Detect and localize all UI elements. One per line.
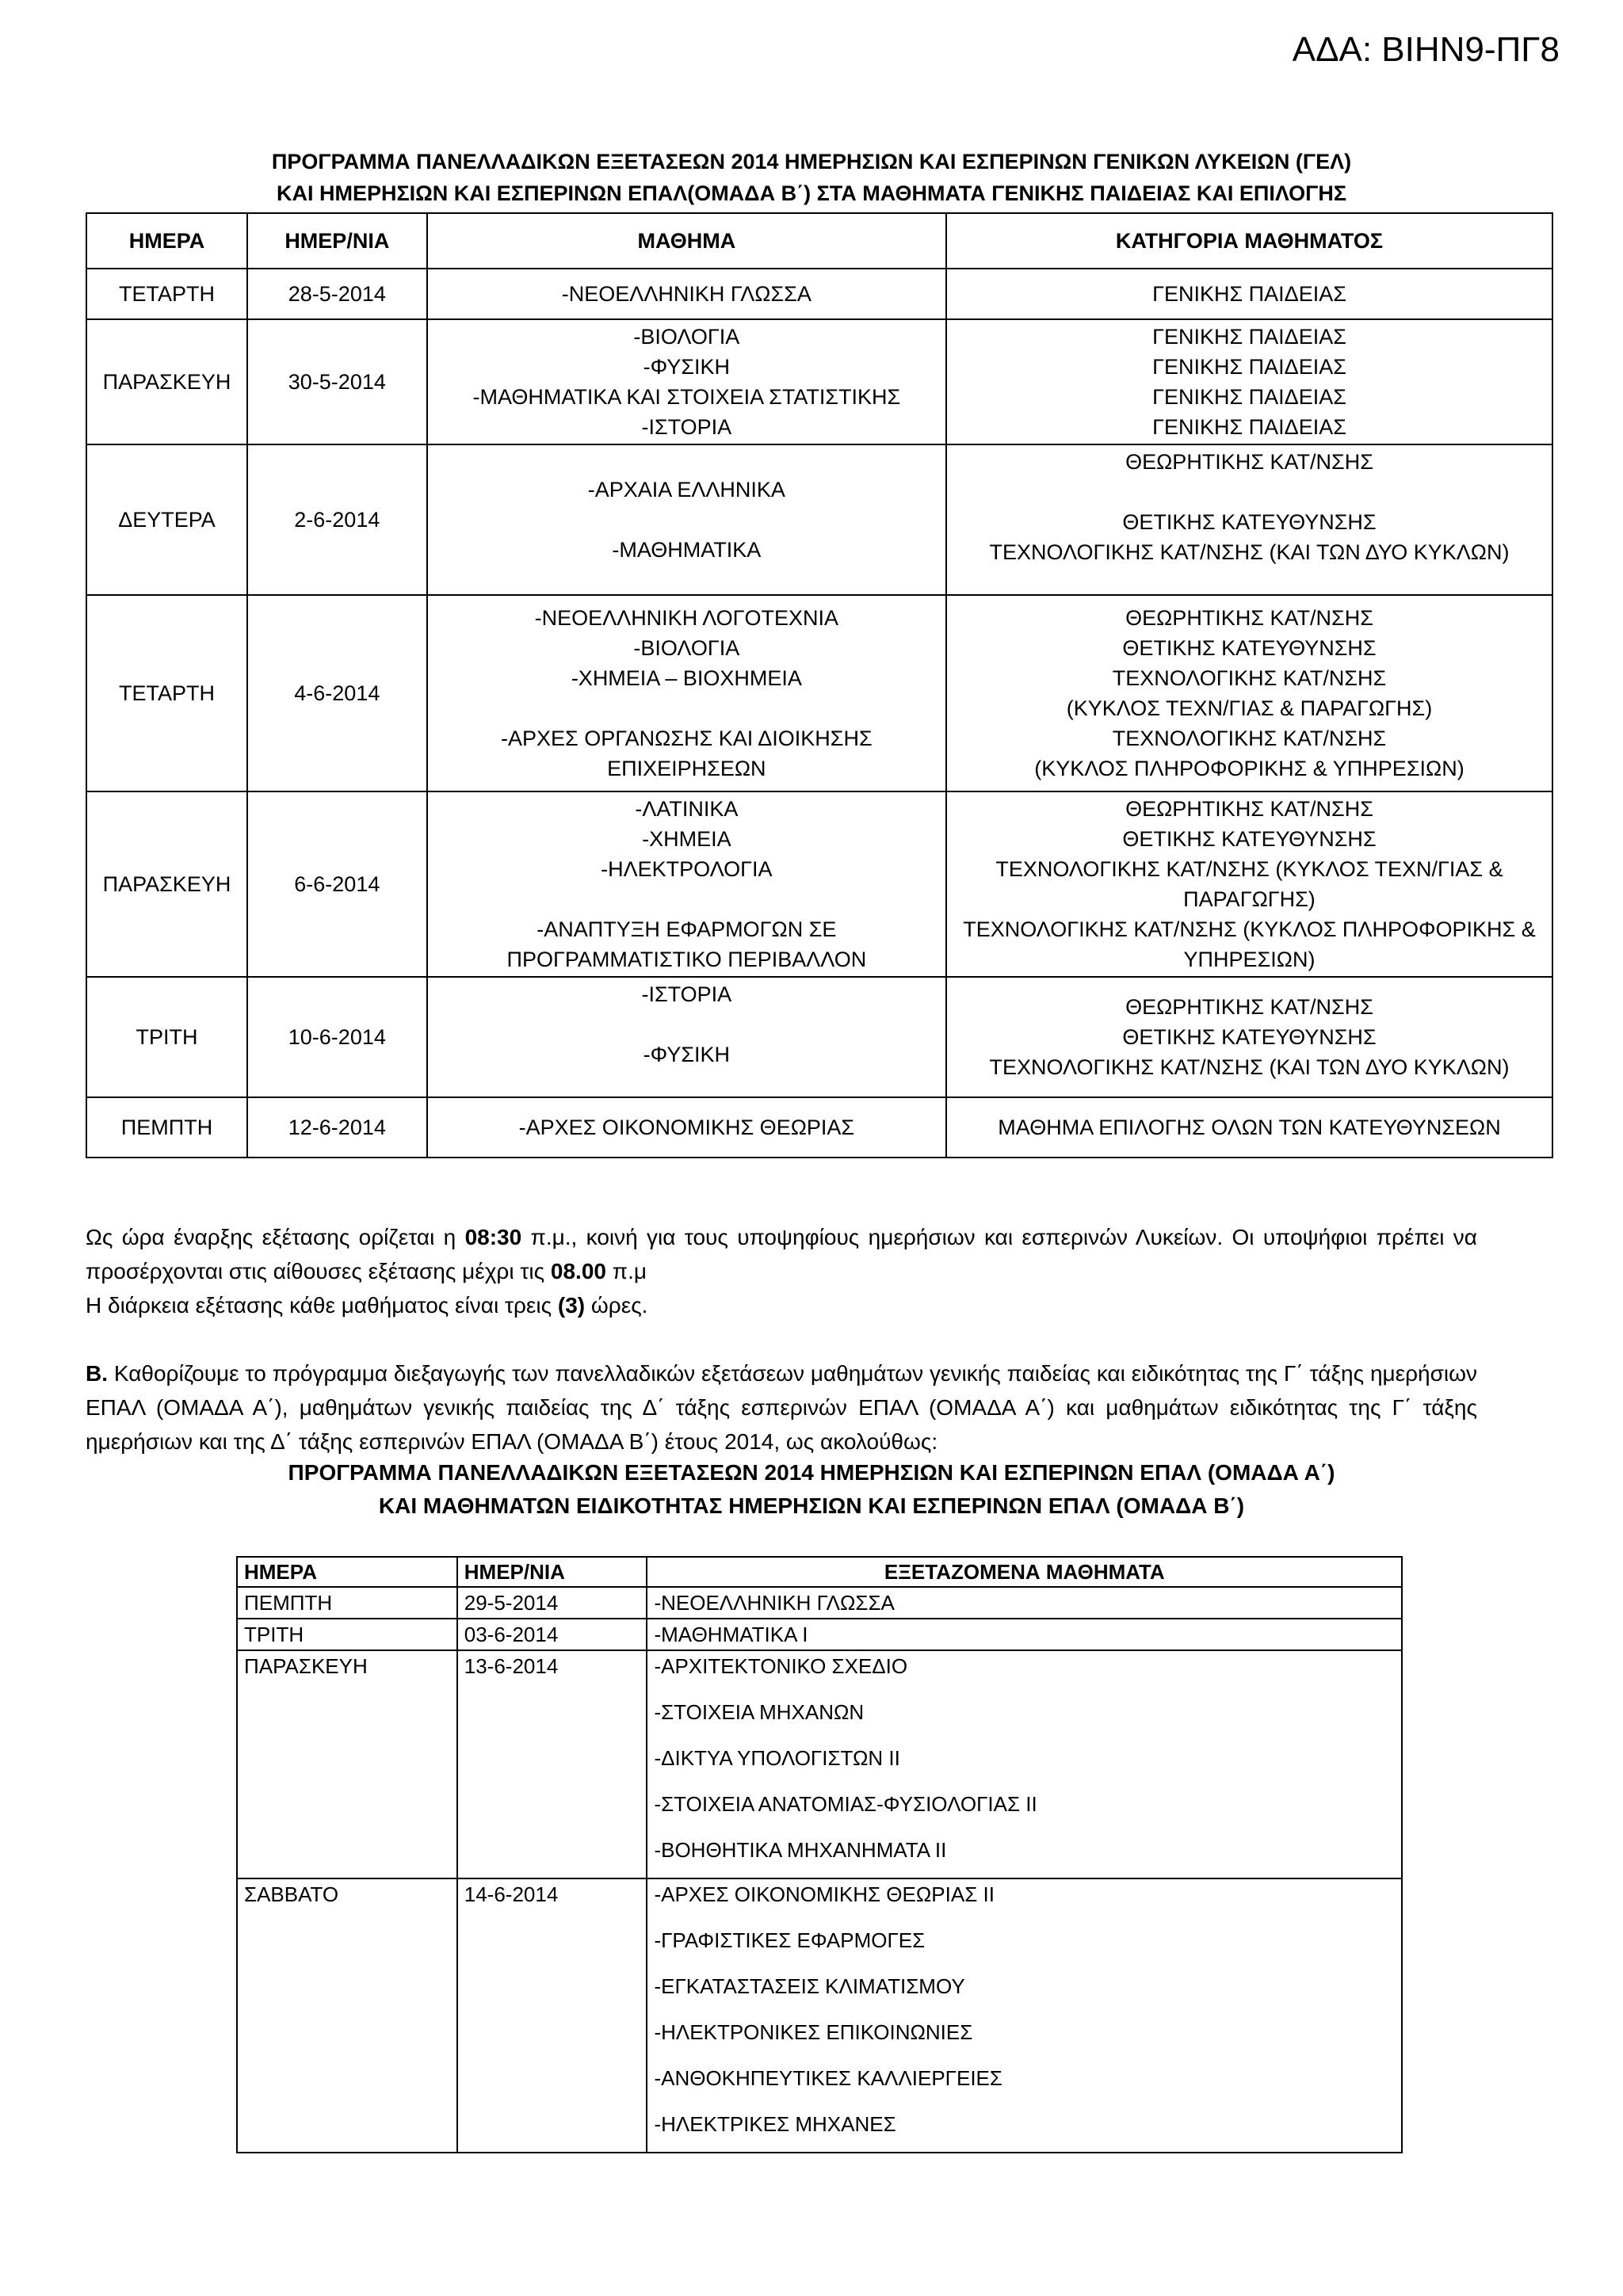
- category-line: ΘΕΤΙΚΗΣ ΚΑΤΕΥΘΥΝΣΗΣ: [1122, 636, 1377, 660]
- table-row: [237, 1619, 1402, 1650]
- subject-cell: [427, 1097, 946, 1158]
- table-row: [86, 319, 1552, 444]
- date-cell: 28-5-2014: [247, 269, 427, 319]
- subject-cell: [427, 319, 946, 444]
- subject-cell: [647, 1587, 1402, 1619]
- category-line: ΤΕΧΝΟΛΟΓΙΚΗΣ ΚΑΤ/ΝΣΗΣ (ΚΥΚΛΟΣ ΤΕΧΝ/ΓΙΑΣ & ΠΑΡΑΓΩΓΗΣ): [995, 857, 1503, 911]
- exam-time-text: Ως ώρα έναρξης εξέτασης ορίζεται η: [86, 1225, 465, 1249]
- day-cell: ΤΡΙΤΗ: [86, 977, 247, 1097]
- category-line: ΓΕΝΙΚΗΣ ΠΑΙΔΕΙΑΣ: [1152, 282, 1346, 306]
- subject-cell: [427, 269, 946, 319]
- category-line: ΤΕΧΝΟΛΟΓΙΚΗΣ ΚΑΤ/ΝΣΗΣ: [1112, 727, 1387, 750]
- category-line: ΘΕΤΙΚΗΣ ΚΑΤΕΥΘΥΝΣΗΣ: [1122, 510, 1377, 534]
- category-spacer: [955, 477, 1544, 507]
- day-cell: ΠΕΜΠΤΗ: [237, 1587, 457, 1619]
- date-cell: 12-6-2014: [247, 1097, 427, 1158]
- subject-line: -ΦΥΣΙΚΗ: [643, 1043, 731, 1066]
- category-line: ΜΑΘΗΜΑ ΕΠΙΛΟΓΗΣ ΟΛΩΝ ΤΩΝ ΚΑΤΕΥΘΥΝΣΕΩΝ: [998, 1116, 1501, 1139]
- table-row: [237, 1587, 1402, 1619]
- subject-spacer: [436, 884, 938, 914]
- subject-line: -ΒΙΟΛΟΓΙΑ: [633, 325, 740, 349]
- day-cell: ΠΑΡΑΣΚΕΥΗ: [86, 319, 247, 444]
- category-line: ΓΕΝΙΚΗΣ ΠΑΙΔΕΙΑΣ: [1152, 325, 1346, 349]
- subject-line: -ΗΛΕΚΤΡΟΝΙΚΕΣ ΕΠΙΚΟΙΝΩΝΙΕΣ: [654, 2020, 973, 2044]
- subject-line: -ΑΡΧΕΣ ΟΡΓΑΝΩΣΗΣ ΚΑΙ ΔΙΟΙΚΗΣΗΣ ΕΠΙΧΕΙΡΗΣΕΩΝ: [501, 727, 873, 780]
- table-row: [86, 1097, 1552, 1158]
- category-cell: [946, 1097, 1552, 1158]
- schedule-title-1: [0, 146, 1623, 209]
- table-row: [86, 977, 1552, 1097]
- subject-line: -ΔΙΚΤΥΑ ΥΠΟΛΟΓΙΣΤΩΝ ΙΙ: [654, 1746, 900, 1770]
- category-line: ΘΕΤΙΚΗΣ ΚΑΤΕΥΘΥΝΣΗΣ: [1122, 1025, 1377, 1049]
- table-row: [86, 791, 1552, 977]
- subject-cell: [427, 791, 946, 977]
- category-cell: [946, 319, 1552, 444]
- start-time: 08:30: [464, 1225, 522, 1249]
- subject-spacer: [436, 1009, 938, 1039]
- subject-line: -ΣΤΟΙΧΕΙΑ ΜΗΧΑΝΩΝ: [654, 1700, 865, 1724]
- table-row: [86, 444, 1552, 595]
- table-row: [86, 269, 1552, 319]
- table-row: [86, 595, 1552, 791]
- category-line: ΘΕΩΡΗΤΙΚΗΣ ΚΑΤ/ΝΣΗΣ: [1125, 797, 1373, 821]
- day-cell: ΠΑΡΑΣΚΕΥΗ: [237, 1650, 457, 1878]
- exam-time-text: π.μ., κοινή για τους υποψηφίους ημερήσιων και εσπερινών Λυκείων. Οι υποψήφιοι πρέπει να προσέρχονται στις αίθουσες εξέτασης μέχρι τις: [86, 1225, 1477, 1283]
- date-cell: 2-6-2014: [247, 444, 427, 595]
- table-row: [237, 1878, 1402, 2153]
- subject-line: -ΑΡΧΕΣ ΟΙΚΟΝΟΜΙΚΗΣ ΘΕΩΡΙΑΣ: [518, 1116, 855, 1139]
- category-line: ΓΕΝΙΚΗΣ ΠΑΙΔΕΙΑΣ: [1152, 415, 1346, 439]
- subject-line: -ΗΛΕΚΤΡΙΚΕΣ ΜΗΧΑΝΕΣ: [654, 2112, 896, 2136]
- section-b-label: Β.: [86, 1361, 108, 1386]
- category-line: ΓΕΝΙΚΗΣ ΠΑΙΔΕΙΑΣ: [1152, 385, 1346, 409]
- date-cell: 10-6-2014: [247, 977, 427, 1097]
- day-cell: ΠΑΡΑΣΚΕΥΗ: [86, 791, 247, 977]
- category-line: ΤΕΧΝΟΛΟΓΙΚΗΣ ΚΑΤ/ΝΣΗΣ: [1112, 666, 1387, 690]
- subject-line: -ΝΕΟΕΛΛΗΝΙΚΗ ΓΛΩΣΣΑ: [654, 1591, 895, 1615]
- subject-cell: [647, 1650, 1402, 1878]
- section-b-text: Καθορίζουμε το πρόγραμμα διεξαγωγής των πανελλαδικών εξετάσεων μαθημάτων γενικής παιδείας και ειδικότητας της Γ΄ τάξης ημερήσιων ΕΠΑΛ (ΟΜΑΔΑ Α΄), μαθημάτων γενικής παιδείας της Δ΄ τάξης εσπερινών ΕΠΑΛ (ΟΜΑΔΑ Α΄) και μαθημάτων ειδικότητας της Γ΄ τάξης ημερήσιων και της Δ΄ τάξης εσπερινών ΕΠΑΛ (ΟΜΑΔΑ Β΄) έτους 2014, ως ακολούθως:: [86, 1361, 1477, 1454]
- subject-line: -ΑΡΧΑΙΑ ΕΛΛΗΝΙΚΑ: [587, 478, 785, 502]
- column-header-subjects: ΕΞΕΤΑΖΟΜΕΝΑ ΜΑΘΗΜΑΤΑ: [647, 1557, 1402, 1587]
- schedule-title-2-line-2: ΚΑΙ ΜΑΘΗΜΑΤΩΝ ΕΙΔΙΚΟΤΗΤΑΣ ΗΜΕΡΗΣΙΩΝ ΚΑΙ ΕΣΠΕΡΙΝΩΝ ΕΠΑΛ (ΟΜΑΔΑ Β΄): [378, 1493, 1245, 1518]
- subject-spacer: [436, 505, 938, 535]
- category-cell: [946, 977, 1552, 1097]
- column-header-date: ΗΜΕΡ/ΝΙΑ: [457, 1557, 647, 1587]
- exam-time-paragraph: [86, 1220, 1477, 1288]
- subject-spacer: [436, 693, 938, 723]
- subject-line: -ΑΡΧΕΣ ΟΙΚΟΝΟΜΙΚΗΣ ΘΕΩΡΙΑΣ ΙΙ: [654, 1882, 995, 1906]
- schedule-title-1-line-2: ΚΑΙ ΗΜΕΡΗΣΙΩΝ ΚΑΙ ΕΣΠΕΡΙΝΩΝ ΕΠΑΛ(ΟΜΑΔΑ Β΄) ΣΤΑ ΜΑΘΗΜΑΤΑ ΓΕΝΙΚΗΣ ΠΑΙΔΕΙΑΣ ΚΑΙ ΕΠΙΛΟΓΗΣ: [276, 181, 1347, 205]
- exam-duration-hours: (3): [557, 1293, 586, 1318]
- category-line: ΘΕΩΡΗΤΙΚΗΣ ΚΑΤ/ΝΣΗΣ: [1125, 995, 1373, 1019]
- category-line: ΘΕΤΙΚΗΣ ΚΑΤΕΥΘΥΝΣΗΣ: [1122, 827, 1377, 851]
- subject-cell: [427, 595, 946, 791]
- category-line: ΘΕΩΡΗΤΙΚΗΣ ΚΑΤ/ΝΣΗΣ: [1125, 606, 1373, 630]
- exam-time-text: π.μ: [605, 1259, 647, 1283]
- date-cell: 6-6-2014: [247, 791, 427, 977]
- schedule-table-epal: [236, 1556, 1403, 2153]
- subject-line: -ΑΝΘΟΚΗΠΕΥΤΙΚΕΣ ΚΑΛΛΙΕΡΓΕΙΕΣ: [654, 2066, 1002, 2090]
- schedule-title-2-line-1: ΠΡΟΓΡΑΜΜΑ ΠΑΝΕΛΛΑΔΙΚΩΝ ΕΞΕΤΑΣΕΩΝ 2014 ΗΜΕΡΗΣΙΩΝ ΚΑΙ ΕΣΠΕΡΙΝΩΝ ΕΠΑΛ (ΟΜΑΔΑ Α΄): [288, 1460, 1335, 1485]
- subject-line: -ΜΑΘΗΜΑΤΙΚΑ: [612, 538, 762, 562]
- schedule-table-gel: [86, 212, 1553, 1158]
- subject-line: -ΑΡΧΙΤΕΚΤΟΝΙΚΟ ΣΧΕΔΙΟ: [654, 1654, 908, 1678]
- subject-line: -ΓΡΑΦΙΣΤΙΚΕΣ ΕΦΑΡΜΟΓΕΣ: [654, 1928, 926, 1952]
- day-cell: ΠΕΜΠΤΗ: [86, 1097, 247, 1158]
- date-cell: 4-6-2014: [247, 595, 427, 791]
- exam-duration-paragraph: [86, 1288, 1477, 1322]
- category-cell: [946, 269, 1552, 319]
- category-cell: [946, 444, 1552, 595]
- table-header-row: [237, 1557, 1402, 1587]
- category-line: (ΚΥΚΛΟΣ ΠΛΗΡΟΦΟΡΙΚΗΣ & ΥΠΗΡΕΣΙΩΝ): [1034, 757, 1465, 780]
- subject-line: -ΑΝΑΠΤΥΞΗ ΕΦΑΡΜΟΓΩΝ ΣΕ ΠΡΟΓΡΑΜΜΑΤΙΣΤΙΚΟ ΠΕΡΙΒΑΛΛΟΝ: [506, 917, 867, 971]
- day-cell: ΤΡΙΤΗ: [237, 1619, 457, 1650]
- subject-line: -ΒΟΗΘΗΤΙΚΑ ΜΗΧΑΝΗΜΑΤΑ ΙΙ: [654, 1838, 947, 1862]
- date-cell: 14-6-2014: [457, 1878, 647, 2153]
- day-cell: ΔΕΥΤΕΡΑ: [86, 444, 247, 595]
- column-header-category: ΚΑΤΗΓΟΡΙΑ ΜΑΘΗΜΑΤΟΣ: [946, 213, 1552, 269]
- date-cell: 13-6-2014: [457, 1650, 647, 1878]
- subject-cell: [647, 1878, 1402, 2153]
- subject-line: -ΝΕΟΕΛΛΗΝΙΚΗ ΛΟΓΟΤΕΧΝΙΑ: [534, 606, 839, 630]
- category-line: ΤΕΧΝΟΛΟΓΙΚΗΣ ΚΑΤ/ΝΣΗΣ (ΚΥΚΛΟΣ ΠΛΗΡΟΦΟΡΙΚΗΣ & ΥΠΗΡΕΣΙΩΝ): [963, 917, 1536, 971]
- schedule-title-1-line-1: ΠΡΟΓΡΑΜΜΑ ΠΑΝΕΛΛΑΔΙΚΩΝ ΕΞΕΤΑΣΕΩΝ 2014 ΗΜΕΡΗΣΙΩΝ ΚΑΙ ΕΣΠΕΡΙΝΩΝ ΓΕΝΙΚΩΝ ΛΥΚΕΙΩΝ (ΓΕΛ): [271, 150, 1352, 174]
- date-cell: 03-6-2014: [457, 1619, 647, 1650]
- exam-duration-text: Η διάρκεια εξέτασης κάθε μαθήματος είναι τρεις: [86, 1293, 558, 1318]
- category-cell: [946, 595, 1552, 791]
- category-line: (ΚΥΚΛΟΣ ΤΕΧΝ/ΓΙΑΣ & ΠΑΡΑΓΩΓΗΣ): [1066, 696, 1433, 720]
- subject-line: -ΧΗΜΕΙΑ: [642, 827, 731, 851]
- subject-cell: [647, 1619, 1402, 1650]
- category-line: ΤΕΧΝΟΛΟΓΙΚΗΣ ΚΑΤ/ΝΣΗΣ (ΚΑΙ ΤΩΝ ΔΥΟ ΚΥΚΛΩΝ): [989, 540, 1510, 564]
- category-cell: [946, 791, 1552, 977]
- day-cell: ΤΕΤΑΡΤΗ: [86, 595, 247, 791]
- subject-line: -ΧΗΜΕΙΑ – ΒΙΟΧΗΜΕΙΑ: [571, 666, 802, 690]
- day-cell: ΤΕΤΑΡΤΗ: [86, 269, 247, 319]
- date-cell: 30-5-2014: [247, 319, 427, 444]
- subject-line: -ΣΤΟΙΧΕΙΑ ΑΝΑΤΟΜΙΑΣ-ΦΥΣΙΟΛΟΓΙΑΣ ΙΙ: [654, 1792, 1037, 1816]
- category-line: ΘΕΩΡΗΤΙΚΗΣ ΚΑΤ/ΝΣΗΣ: [1125, 450, 1373, 474]
- subject-line: -ΙΣΤΟΡΙΑ: [641, 982, 732, 1006]
- category-line: ΓΕΝΙΚΗΣ ΠΑΙΔΕΙΑΣ: [1152, 355, 1346, 379]
- ada-code: ΑΔΑ: ΒΙΗΝ9-ΠΓ8: [1292, 30, 1560, 69]
- schedule-title-2: [0, 1456, 1623, 1523]
- subject-cell: [427, 977, 946, 1097]
- category-line: ΤΕΧΝΟΛΟΓΙΚΗΣ ΚΑΤ/ΝΣΗΣ (ΚΑΙ ΤΩΝ ΔΥΟ ΚΥΚΛΩΝ): [989, 1055, 1510, 1079]
- subject-line: -ΝΕΟΕΛΛΗΝΙΚΗ ΓΛΩΣΣΑ: [561, 282, 812, 306]
- day-cell: ΣΑΒΒΑΤΟ: [237, 1878, 457, 2153]
- column-header-day: ΗΜΕΡΑ: [86, 213, 247, 269]
- column-header-subject: ΜΑΘΗΜΑ: [427, 213, 946, 269]
- table-row: [237, 1650, 1402, 1878]
- subject-line: -ΒΙΟΛΟΓΙΑ: [633, 636, 740, 660]
- subject-line: -ΛΑΤΙΝΙΚΑ: [635, 797, 739, 821]
- subject-line: -ΦΥΣΙΚΗ: [643, 355, 731, 379]
- table-header-row: [86, 213, 1552, 269]
- subject-cell: [427, 444, 946, 595]
- section-b-paragraph: [86, 1356, 1477, 1459]
- subject-line: -ΜΑΘΗΜΑΤΙΚΑ Ι: [654, 1623, 808, 1646]
- subject-line: -ΗΛΕΚΤΡΟΛΟΓΙΑ: [601, 857, 773, 881]
- subject-line: -ΙΣΤΟΡΙΑ: [641, 415, 732, 439]
- column-header-day: ΗΜΕΡΑ: [237, 1557, 457, 1587]
- date-cell: 29-5-2014: [457, 1587, 647, 1619]
- column-header-date: ΗΜΕΡ/ΝΙΑ: [247, 213, 427, 269]
- subject-line: -ΕΓΚΑΤΑΣΤΑΣΕΙΣ ΚΛΙΜΑΤΙΣΜΟΥ: [654, 1974, 965, 1998]
- subject-line: -ΜΑΘΗΜΑΤΙΚΑ ΚΑΙ ΣΤΟΙΧΕΙΑ ΣΤΑΤΙΣΤΙΚΗΣ: [472, 385, 901, 409]
- arrival-time: 08.00: [550, 1259, 606, 1283]
- exam-duration-text: ώρες.: [585, 1293, 648, 1318]
